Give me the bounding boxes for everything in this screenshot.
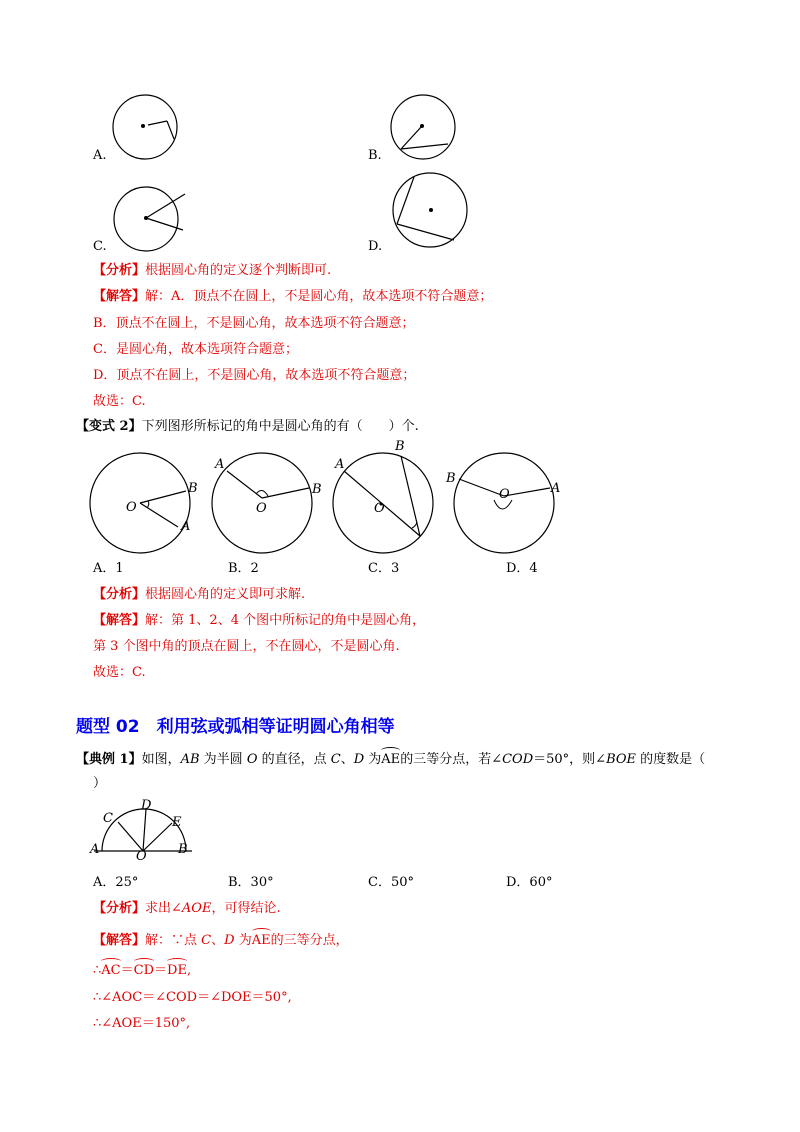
variant2-choice-d: D．4	[506, 561, 538, 576]
arc-ac: AC	[101, 963, 121, 978]
example1-choice-d: D．60°	[506, 875, 553, 890]
example1-answer-line-3: ∴∠AOC＝∠COD＝∠DOE＝50°,	[93, 990, 292, 1005]
fig2-label-a: A	[215, 457, 225, 472]
arc-de: DE	[167, 963, 187, 978]
q1-answer-line-2: B．顶点不在圆上，不是圆心角，故本选项不符合题意；	[93, 316, 415, 331]
example1-choice-a: A．25°	[93, 875, 139, 890]
arc-ae-answer: AE	[251, 933, 271, 948]
semi-label-c: C	[103, 811, 113, 826]
variant2-figure-4	[454, 450, 564, 560]
variant2-answer-line-2: 第 3 个图中角的顶点在圆上，不在圆心，不是圆心角.	[93, 639, 400, 654]
option-b-label: B.	[368, 148, 382, 163]
example1-choice-c: C．50°	[368, 875, 414, 890]
fig1-label-a: A	[181, 519, 191, 534]
option-d-label: D.	[368, 239, 383, 254]
variant2-analysis: 【分析】根据圆心角的定义即可求解.	[93, 587, 306, 602]
example1-answer-line-4: ∴∠AOE＝150°,	[93, 1016, 191, 1031]
variant2-answer-line-3: 故选：C.	[93, 665, 146, 680]
fig3-label-b: B	[395, 439, 405, 454]
example1-answer-line-1: 【解答】解：∵点 C、D 为AE的三等分点，	[93, 933, 349, 948]
semi-label-a: A	[90, 842, 100, 857]
semi-label-d: D	[141, 798, 152, 813]
q1-answer-line-4: D．顶点不在圆上，不是圆心角，故本选项不符合题意；	[93, 368, 416, 383]
q1-analysis: 【分析】根据圆心角的定义逐个判断即可.	[93, 263, 332, 278]
q1-answer-line-3: C．是圆心角，故本选项符合题意；	[93, 342, 298, 357]
fig1-label-b: B	[188, 481, 198, 496]
semi-label-e: E	[172, 815, 182, 830]
fig1-label-o: O	[126, 500, 137, 515]
fig2-label-b: B	[312, 482, 322, 497]
fig2-label-o: O	[256, 501, 267, 516]
variant2-question: 【变式 2】下列图形所标记的角中是圆心角的有（ ）个.	[76, 419, 419, 434]
arc-ae: AE	[381, 752, 401, 767]
option-a-figure	[110, 92, 190, 164]
example1-answer-line-2: ∴AC＝CD＝DE,	[93, 963, 192, 978]
variant2-choice-c: C．3	[368, 561, 400, 576]
semi-label-o: O	[136, 849, 147, 864]
variant2-answer-line-1: 【解答】解：第 1、2、4 个图中所标记的角中是圆心角，	[93, 613, 426, 628]
fig3-label-o: O	[374, 501, 385, 516]
option-c-figure	[112, 184, 192, 256]
arc-cd: CD	[133, 963, 155, 978]
q1-answer-line-5: 故选：C.	[93, 394, 146, 409]
q1-answer-line-1: 【解答】解：A．顶点不在圆上，不是圆心角，故本选项不符合题意；	[93, 289, 493, 304]
option-d-figure	[390, 170, 480, 260]
variant2-choice-a: A．1	[93, 561, 124, 576]
fig4-label-b: B	[446, 471, 456, 486]
variant2-figure-3	[333, 448, 443, 558]
fig4-label-o: O	[499, 487, 510, 502]
section-title: 题型 02 利用弦或弧相等证明圆心角相等	[76, 717, 395, 737]
variant2-choice-b: B．2	[228, 561, 259, 576]
example1-analysis: 【分析】求出∠AOE，可得结论.	[93, 901, 281, 916]
fig3-label-a: A	[335, 457, 345, 472]
example1-choice-b: B．30°	[228, 875, 274, 890]
option-c-label: C.	[93, 239, 107, 254]
option-b-figure	[385, 92, 465, 164]
option-a-label: A.	[93, 148, 107, 163]
semi-label-b: B	[178, 842, 188, 857]
fig4-label-a: A	[551, 481, 561, 496]
variant2-figure-1	[88, 450, 198, 560]
example1-close-paren: ）	[93, 776, 107, 791]
example1-question: 【典例 1】如图，AB 为半圆 O 的直径，点 C、D 为AE的三等分点，若∠COD＝50°，则∠BOE 的度数是（	[76, 752, 706, 767]
